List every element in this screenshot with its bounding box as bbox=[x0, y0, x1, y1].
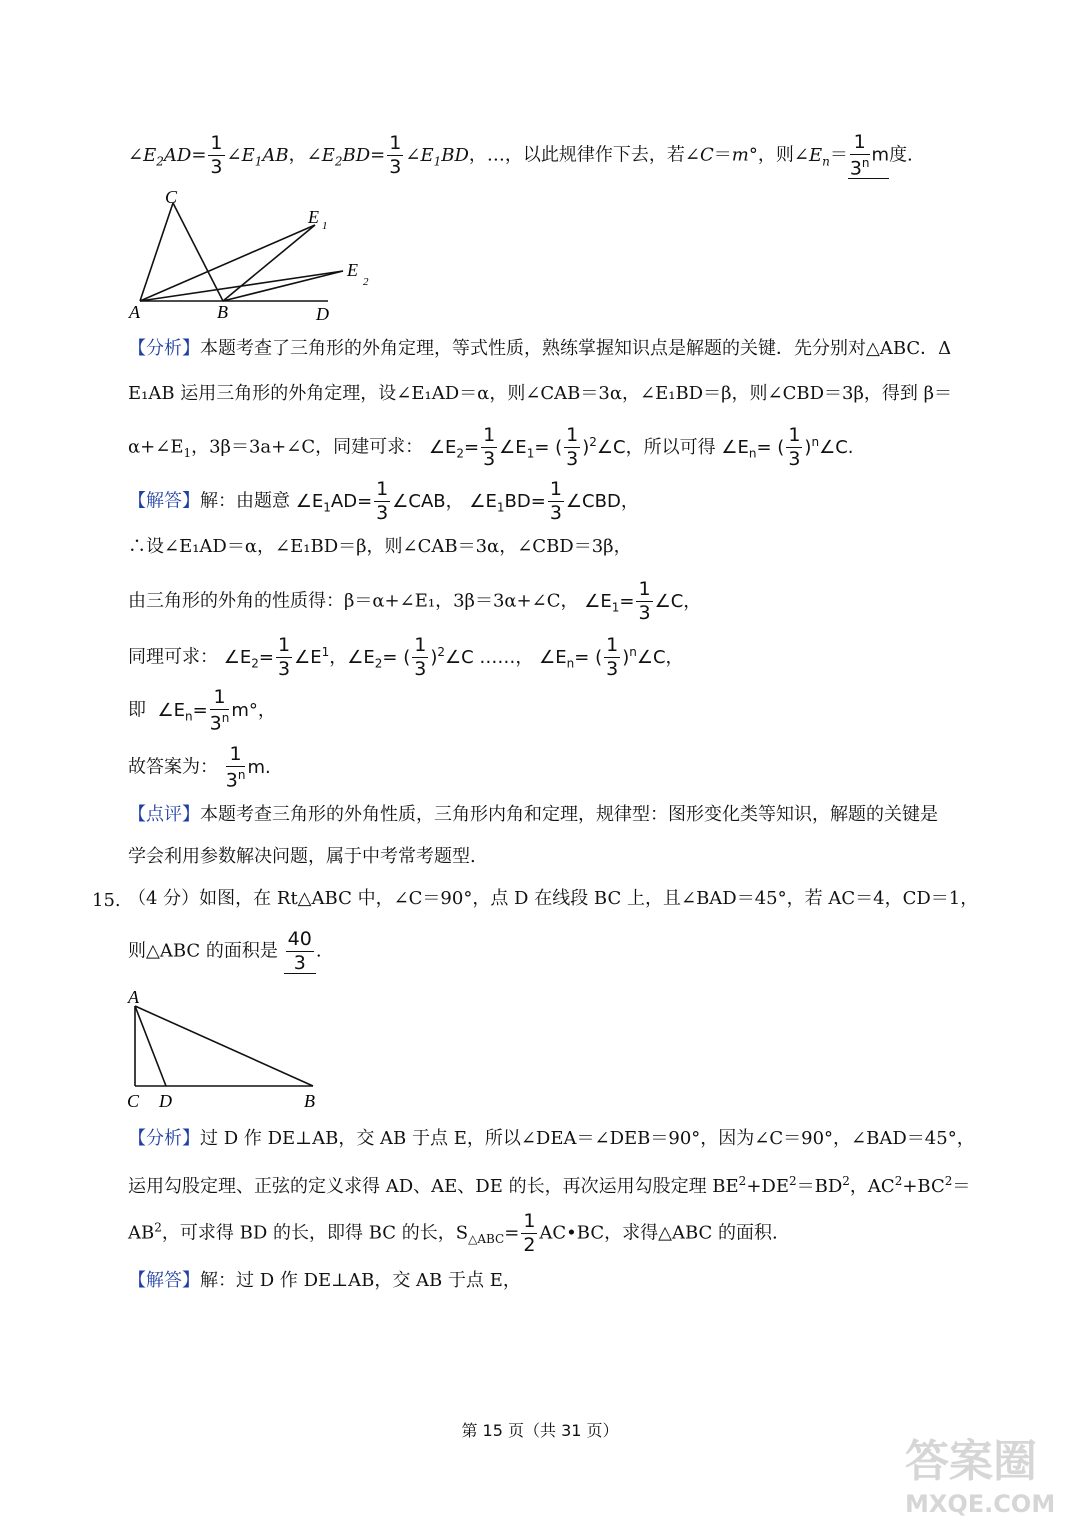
fraction-numerator: 1 bbox=[788, 424, 801, 446]
text: AB bbox=[262, 144, 289, 166]
text: ∠C，所以可得 bbox=[596, 436, 716, 458]
text: ∠CBD， bbox=[565, 490, 639, 512]
fraction bbox=[387, 134, 403, 177]
formula bbox=[224, 743, 271, 792]
q14-analysis-line-3 bbox=[128, 426, 854, 469]
text: 解：过 D 作 DE⊥AB，交 AB 于点 E， bbox=[200, 1270, 521, 1291]
subscript: n bbox=[184, 709, 193, 724]
fraction bbox=[564, 426, 580, 469]
fraction-denominator: 3 bbox=[277, 658, 291, 680]
fraction-numerator: 1 bbox=[414, 634, 427, 656]
label-b: B bbox=[304, 1091, 315, 1111]
formula: $\angle E_2=$ $\frac{1}{3}$ $\angle E^1$，$\angle E_2=$ ( $\frac{1}{3}$ )$^2$∠C ……， $\angle E_n=$ ( $\frac{1}{3}$ )$^n$∠C， bbox=[223, 634, 684, 680]
text: 运用勾股定理、正弦的定义求得 AD、AE、DE 的长，再次运用勾股定理 BE bbox=[128, 1176, 739, 1197]
q14-solution-line-3 bbox=[128, 580, 701, 623]
solution-tag: 【解答】 bbox=[128, 1270, 200, 1291]
fraction-numerator: 1 bbox=[850, 133, 870, 155]
subscript: 1 bbox=[496, 500, 505, 515]
q14-figure bbox=[125, 185, 385, 325]
text: ， bbox=[329, 646, 348, 668]
fraction bbox=[850, 133, 870, 178]
fraction-denominator: 3 bbox=[566, 448, 579, 470]
variable: C bbox=[699, 144, 714, 166]
fraction-denominator: 3 bbox=[638, 602, 651, 624]
superscript: 1 bbox=[321, 644, 330, 659]
analysis-tag: 【分析】 bbox=[128, 338, 200, 359]
text: ， bbox=[288, 144, 307, 166]
text: ，…，以此规律作下去，若∠ bbox=[468, 144, 700, 166]
text: = bbox=[258, 646, 274, 668]
text: ∠C ……， bbox=[444, 646, 534, 668]
subscript: 2 bbox=[334, 154, 343, 169]
fraction-numerator: 40 bbox=[287, 928, 312, 950]
fraction-numerator: 1 bbox=[389, 132, 402, 155]
superscript: n bbox=[221, 711, 230, 725]
fraction-denominator: 3 bbox=[210, 156, 223, 179]
label-d: D bbox=[316, 304, 329, 324]
fraction bbox=[636, 580, 652, 623]
fraction-denominator: 3 bbox=[414, 658, 427, 680]
q14-analysis-line-2 bbox=[128, 385, 952, 403]
superscript: 2 bbox=[944, 1174, 953, 1188]
text: 3 bbox=[225, 769, 238, 792]
q15-figure bbox=[122, 985, 332, 1115]
fraction bbox=[210, 688, 230, 733]
text: E bbox=[241, 144, 255, 166]
fraction bbox=[604, 636, 620, 679]
text: = bbox=[619, 590, 635, 612]
text: = ( bbox=[574, 646, 603, 668]
fraction-numerator: 1 bbox=[277, 634, 291, 656]
fraction bbox=[286, 930, 314, 973]
angle-symbol: ∠ bbox=[128, 144, 144, 166]
subscript: 2 bbox=[251, 656, 259, 671]
fraction-numerator: 1 bbox=[210, 132, 223, 155]
text: AC•BC，求得△ABC 的面积. bbox=[539, 1222, 778, 1244]
fraction-denominator: 2 bbox=[523, 1234, 536, 1256]
text: m°， bbox=[231, 699, 276, 721]
text: = bbox=[192, 699, 208, 721]
text: ＝ bbox=[713, 144, 732, 166]
watermark bbox=[905, 1436, 1056, 1518]
q15-stem-line-1 bbox=[128, 890, 978, 908]
text: AB bbox=[128, 1222, 155, 1244]
q15-number: 15. bbox=[92, 890, 121, 911]
fraction-denominator bbox=[850, 155, 870, 178]
text: = bbox=[370, 144, 386, 166]
superscript: n bbox=[237, 768, 246, 782]
fraction-numerator: 1 bbox=[606, 634, 619, 656]
subscript: 1 bbox=[433, 154, 442, 169]
text: ∠E bbox=[539, 646, 567, 668]
text: ＝ bbox=[952, 1176, 971, 1197]
fraction bbox=[374, 480, 390, 523]
q14-analysis-line-1 bbox=[128, 340, 951, 358]
text: m bbox=[871, 144, 890, 166]
text: 则△ABC 的面积是 bbox=[128, 940, 278, 962]
text: ，3β＝3a+∠C，同建可求： bbox=[191, 436, 424, 458]
fraction-numerator: 1 bbox=[376, 478, 389, 500]
text: 解：由题意 bbox=[200, 490, 290, 512]
answer-blank bbox=[848, 133, 889, 179]
text: E₁AB 运用三角形的外角定理，设∠E₁AD＝α，则∠CAB＝3α，∠E₁BD＝β，则∠CBD＝3β，得到 β＝ bbox=[128, 383, 953, 404]
variable: m bbox=[731, 144, 749, 166]
q15-analysis-line-1 bbox=[128, 1130, 975, 1148]
q14-solution-line-1 bbox=[128, 480, 639, 523]
label-d: D bbox=[159, 1091, 172, 1111]
page-footer: 第 15 页（共 31 页） bbox=[461, 1421, 619, 1440]
subscript: △ABC bbox=[468, 1232, 505, 1247]
text: BD bbox=[342, 144, 371, 166]
fraction-denominator: 3 bbox=[293, 952, 306, 974]
fraction-numerator: 1 bbox=[523, 1210, 536, 1232]
label-c: C bbox=[127, 1091, 140, 1111]
fraction-denominator: 3 bbox=[483, 448, 496, 470]
text: +DE bbox=[746, 1176, 789, 1197]
label-e1: E bbox=[308, 207, 319, 227]
text: （4 分）如图，在 Rt△ABC 中，∠C＝90°，点 D 在线段 BC 上，且∠BAD＝45°，若 AC＝4，CD＝1， bbox=[128, 888, 979, 909]
fraction bbox=[481, 426, 497, 469]
text: m. bbox=[247, 756, 271, 778]
text: 本题考查三角形的外角性质，三角形内角和定理，规律型：图形变化类等知识，解题的关键是 bbox=[200, 804, 938, 825]
superscript: 2 bbox=[589, 434, 597, 449]
superscript: n bbox=[861, 156, 870, 170]
subscript: n bbox=[566, 656, 575, 671]
text: 3 bbox=[849, 157, 862, 180]
fraction bbox=[208, 134, 224, 177]
text: ∠E bbox=[499, 436, 527, 458]
text: +BC bbox=[902, 1176, 945, 1197]
fraction-denominator: 3 bbox=[606, 658, 619, 680]
text: °，则∠ bbox=[748, 144, 809, 166]
fraction-denominator: 3 bbox=[549, 502, 562, 524]
text: = bbox=[191, 144, 207, 166]
text: 由三角形的外角的性质得：β＝α+∠E₁，3β＝3α+∠C， bbox=[128, 590, 579, 612]
fraction-numerator: 1 bbox=[210, 688, 230, 710]
q14-solution-line-5 bbox=[128, 688, 276, 733]
text: α+∠E bbox=[128, 436, 184, 458]
text: ∠C， bbox=[636, 646, 684, 668]
text: E bbox=[808, 144, 823, 166]
fraction-numerator: 1 bbox=[566, 424, 579, 446]
text: AD bbox=[163, 144, 192, 166]
text: 过 D 作 DE⊥AB，交 AB 于点 E，所以∠DEA＝∠DEB＝90°，因为∠C＝90°，∠BAD＝45°， bbox=[200, 1128, 975, 1149]
q14-conclusion-line bbox=[128, 133, 913, 179]
fraction bbox=[521, 1212, 537, 1255]
text: ∠E bbox=[347, 646, 375, 668]
text: ＝ bbox=[829, 144, 848, 166]
text: BD bbox=[441, 144, 469, 166]
fraction-numerator: 1 bbox=[549, 478, 562, 500]
text: AD= bbox=[330, 490, 373, 512]
text: ∠E bbox=[721, 436, 749, 458]
fraction-numerator: 1 bbox=[638, 578, 651, 600]
text: = bbox=[504, 1222, 520, 1244]
label-e2: E bbox=[347, 260, 358, 280]
text: = ( bbox=[756, 436, 785, 458]
fraction-numerator: 1 bbox=[483, 424, 496, 446]
angle-symbol: ∠ bbox=[226, 144, 242, 166]
subscript: 2 bbox=[374, 656, 383, 671]
text: ∠E bbox=[294, 646, 322, 668]
text: 故答案为： bbox=[128, 756, 218, 778]
q15-analysis-line-2 bbox=[128, 1175, 970, 1196]
label-a: A bbox=[129, 302, 140, 322]
label-a: A bbox=[128, 987, 139, 1007]
line-ae1 bbox=[140, 225, 315, 301]
answer-blank bbox=[284, 930, 316, 974]
label-b: B bbox=[217, 302, 228, 322]
fraction bbox=[548, 480, 564, 523]
text: . bbox=[315, 940, 322, 962]
text: BD= bbox=[504, 490, 546, 512]
fraction bbox=[786, 426, 802, 469]
text: = ( bbox=[534, 436, 563, 458]
q15-solution-line-1 bbox=[128, 1272, 521, 1290]
subscript: 1 bbox=[254, 154, 263, 169]
angle-symbol: ∠ bbox=[306, 144, 322, 166]
q15-analysis-line-3 bbox=[128, 1212, 778, 1255]
text: E bbox=[143, 144, 157, 166]
watermark-url: MXQE.COM bbox=[905, 1490, 1056, 1518]
fraction-numerator: 1 bbox=[226, 745, 246, 767]
text: 本题考查了三角形的外角定理，等式性质，熟练掌握知识点是解题的关键．先分别对△ABC．Δ bbox=[200, 338, 952, 359]
fraction-denominator: 3 bbox=[788, 448, 801, 470]
fraction bbox=[276, 636, 292, 679]
superscript: 2 bbox=[894, 1174, 903, 1188]
review-tag: 【点评】 bbox=[128, 804, 200, 825]
q15-stem-line-2 bbox=[128, 930, 322, 974]
q14-review-line-2 bbox=[128, 848, 476, 866]
text: = ( bbox=[382, 646, 411, 668]
text: E bbox=[420, 144, 434, 166]
fraction bbox=[226, 745, 246, 790]
fraction-denominator: 3 bbox=[376, 502, 389, 524]
subscript: n bbox=[822, 154, 830, 169]
label-c: C bbox=[165, 187, 178, 207]
text: ，可求得 BD 的长，即得 BC 的长，S bbox=[161, 1222, 469, 1244]
fraction-denominator bbox=[226, 767, 246, 790]
text: ∠E bbox=[428, 436, 457, 458]
subscript: 2 bbox=[456, 446, 464, 461]
text: E bbox=[321, 144, 335, 166]
text: ∠E bbox=[157, 699, 185, 721]
subscript: 1 bbox=[323, 500, 331, 515]
formula bbox=[157, 686, 276, 735]
text: ∴设∠E₁AD＝α，∠E₁BD＝β，则∠CAB＝3α，∠CBD＝3β， bbox=[128, 536, 632, 557]
text: 度. bbox=[889, 144, 913, 166]
text: ∠C. bbox=[819, 436, 854, 458]
superscript: n bbox=[629, 644, 637, 659]
text: ∠E bbox=[295, 490, 324, 512]
subscript: n bbox=[748, 446, 757, 461]
subscript: 2 bbox=[156, 154, 164, 169]
fraction-denominator: 3 bbox=[389, 156, 402, 179]
subscript: 1 bbox=[611, 600, 620, 615]
text: 学会利用参数解决问题，属于中考常考题型. bbox=[128, 846, 476, 867]
text: 3 bbox=[209, 712, 222, 735]
superscript: 2 bbox=[842, 1174, 850, 1188]
superscript: 2 bbox=[788, 1174, 797, 1188]
subscript: 1 bbox=[526, 446, 535, 461]
q14-solution-line-4 bbox=[128, 636, 684, 679]
superscript: n bbox=[811, 434, 820, 449]
label-e2-sub: 2 bbox=[363, 276, 369, 288]
q14-review-line-1 bbox=[128, 806, 938, 824]
superscript: 2 bbox=[437, 644, 445, 659]
watermark-brand: 答案圈 bbox=[905, 1436, 1037, 1487]
text: ∠CAB， bbox=[392, 490, 464, 512]
line-cb bbox=[173, 203, 223, 301]
formula: $\angle E_2=$ $\frac{1}{3}$ $\angle E_1=$ ( $\frac{1}{3}$ )$^2$∠C，所以可得 $\angle E_n=$ ( $\frac{1}{3}$ )$^n$∠C. bbox=[428, 424, 854, 470]
text: ∠E bbox=[469, 490, 497, 512]
fraction-denominator bbox=[210, 710, 230, 733]
q14-solution-line-2 bbox=[128, 538, 632, 556]
superscript: 2 bbox=[738, 1174, 747, 1188]
formula bbox=[584, 578, 702, 624]
formula bbox=[295, 478, 639, 524]
superscript: 2 bbox=[154, 1220, 162, 1235]
text: ＝BD bbox=[796, 1176, 843, 1197]
text: 即 bbox=[128, 699, 146, 721]
line-ac bbox=[140, 203, 173, 301]
angle-symbol: ∠ bbox=[405, 144, 421, 166]
text: ∠C， bbox=[654, 590, 702, 612]
analysis-tag: 【分析】 bbox=[128, 1128, 200, 1149]
q14-solution-line-6 bbox=[128, 745, 271, 790]
subscript: 1 bbox=[183, 446, 192, 461]
text: ∠E bbox=[223, 646, 252, 668]
text: 同理可求： bbox=[128, 646, 218, 668]
label-e1-sub: 1 bbox=[322, 220, 328, 232]
text: ，AC bbox=[849, 1176, 895, 1197]
text: ∠E bbox=[584, 590, 612, 612]
solution-tag: 【解答】 bbox=[128, 490, 200, 512]
fraction bbox=[412, 636, 428, 679]
text: = bbox=[463, 436, 480, 458]
